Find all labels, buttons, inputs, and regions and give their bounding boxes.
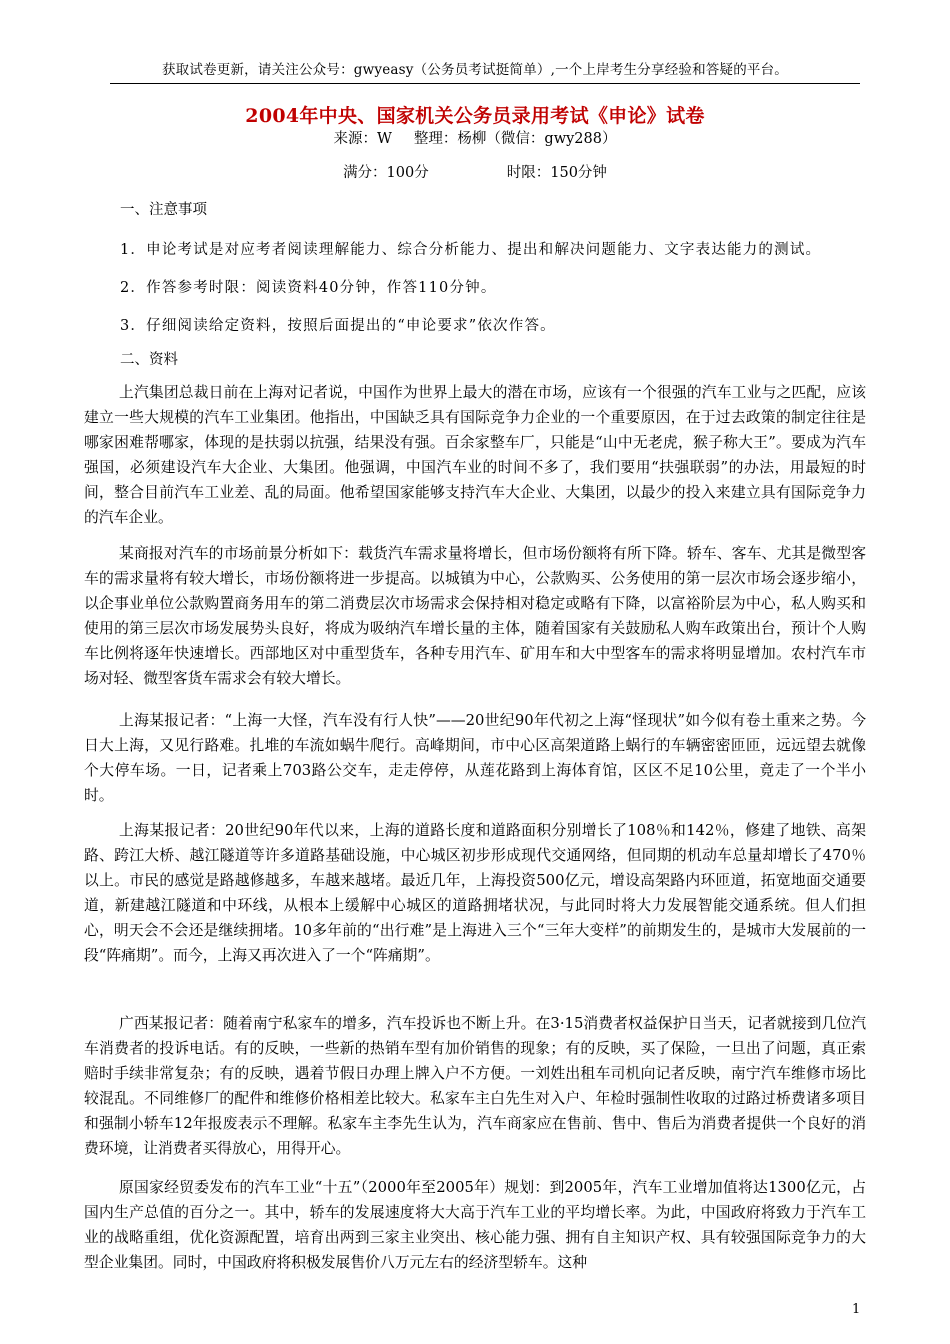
material-paragraph: 上汽集团总裁日前在上海对记者说，中国作为世界上最大的潜在市场，应该有一个很强的汽车工业与之匹配，应该建立一些大规模的汽车工业集团。他指出，中国缺乏具有国际竞争力企业的一个重要原因，在于过去政策的制定往往是哪家困难帮哪家，体现的是扶弱以抗强，结果没有强。百余家整车厂，只能是“山中无老虎，猴子称大王”。要成为汽车强国，必须建设汽车大企业、大集团。他强调，中国汽车业的时间不多了，我们要用“扶强联弱”的办法，用最短的时间，整合目前汽车工业差、乱的局面。他希望国家能够支持汽车大企业、大集团，以最少的投入来建立具有国际竞争力的汽车企业。 xyxy=(84,384,866,526)
exam-time: 时限：150分钟 xyxy=(506,165,607,181)
note-item: 1．申论考试是对应考者阅读理解能力、综合分析能力、提出和解决问题能力、文字表达能力的测试。 xyxy=(120,242,822,258)
section-heading-notes: 一、注意事项 xyxy=(120,202,207,218)
material-paragraph: 上海某报记者：20世纪90年代以来，上海的道路长度和道路面积分别增长了108％和142％，修建了地铁、高架路、跨江大桥、越江隧道等许多道路基础设施，中心城区初步形成现代交通网络，但同期的机动车总量却增长了470％以上。市民的感觉是路越修越多，车越来越堵。最近几年，上海投资500亿元，增设高架路内环匝道，拓宽地面交通要道，新建越江隧道和中环线，从根本上缓解中心城区的道路拥堵状况，与此同时将大力发展智能交通系统。但人们担心，明天会不会还是继续拥堵。10多年前的“出行难”是上海进入三个“三年大变样”的前期发生的，是城市大发展前的一段“阵痛期”。而今，上海又再次进入了一个“阵痛期”。 xyxy=(84,822,866,964)
header-note: 获取试卷更新，请关注公众号：gwyeasy（公务员考试挺简单）,一个上岸考生分享经验和答疑的平台。 xyxy=(161,62,788,78)
page-number: 1 xyxy=(852,1302,861,1317)
note-item: 3．仔细阅读给定资料，按照后面提出的“申论要求”依次作答。 xyxy=(120,318,556,334)
source-from: 来源：W xyxy=(333,131,392,147)
material-paragraph: 某商报对汽车的市场前景分析如下：载货汽车需求量将增长，但市场份额将有所下降。轿车、客车、尤其是微型客车的需求量将有较大增长，市场份额将进一步提高。以城镇为中心，公款购买、公务使用的第一层次市场会逐步缩小，以企事业单位公款购置商务用车的第二消费层次市场需求会保持相对稳定或略有下降，以富裕阶层为中心，私人购买和使用的第三层次市场发展势头良好，将成为吸纳汽车增长量的主体，随着国家有关鼓励私人购车政策出台，预计个人购车比例将逐年快速增长。西部地区对中重型货车，各种专用汽车、矿用车和大中型客车的需求将明显增加。农村汽车市场对轻、微型客货车需求会有较大增长。 xyxy=(84,545,866,687)
material-paragraph: 广西某报记者：随着南宁私家车的增多，汽车投诉也不断上升。在3·15消费者权益保护日当天，记者就接到几位汽车消费者的投诉电话。有的反映，一些新的热销车型有加价销售的现象；有的反映，买了保险，一旦出了问题，真正索赔时手续非常复杂；有的反映，遇着节假日办理上牌入户不方便。一刘姓出租车司机向记者反映，南宁汽车维修市场比较混乱。不同维修厂的配件和维修价格相差比较大。私家车主白先生对入户、年检时强制性收取的过路过桥费诸多项目和强制小轿车12年报废表示不理解。私家车主李先生认为，汽车商家应在售前、售中、售后为消费者提供一个良好的消费环境，让消费者买得放心，用得开心。 xyxy=(84,1015,866,1157)
note-item: 2．作答参考时限：阅读资料40分钟，作答110分钟。 xyxy=(120,280,497,296)
exam-info xyxy=(0,161,950,182)
section-heading-materials: 二、资料 xyxy=(120,352,178,368)
header-divider xyxy=(110,83,860,84)
source-editor: 整理：杨柳（微信：gwy288） xyxy=(413,131,617,147)
exam-score: 满分：100分 xyxy=(343,165,429,181)
source-line xyxy=(0,127,950,148)
material-paragraph: 上海某报记者：“上海一大怪，汽车没有行人快”——20世纪90年代初之上海“怪现状”如今似有卷土重来之势。今日大上海，又见行路难。扎堆的车流如蜗牛爬行。高峰期间，市中心区高架道路上蜗行的车辆密密匝匝，远远望去就像个大停车场。一日，记者乘上703路公交车，走走停停，从莲花路到上海体育馆，区区不足10公里，竟走了一个半小时。 xyxy=(84,712,866,804)
material-paragraph: 原国家经贸委发布的汽车工业“十五”（2000年至2005年）规划：到2005年，汽车工业增加值将达1300亿元，占国内生产总值的百分之一。其中，轿车的发展速度将大大高于汽车工业的平均增长率。为此，中国政府将致力于汽车工业的战略重组，优化资源配置，培育出两到三家主业突出、核心能力强、拥有自主知识产权、具有较强国际竞争力的大型企业集团。同时，中国政府将积极发展售价八万元左右的经济型轿车。这种 xyxy=(84,1179,866,1271)
page-title: 2004年中央、国家机关公务员录用考试《申论》试卷 xyxy=(245,105,705,127)
